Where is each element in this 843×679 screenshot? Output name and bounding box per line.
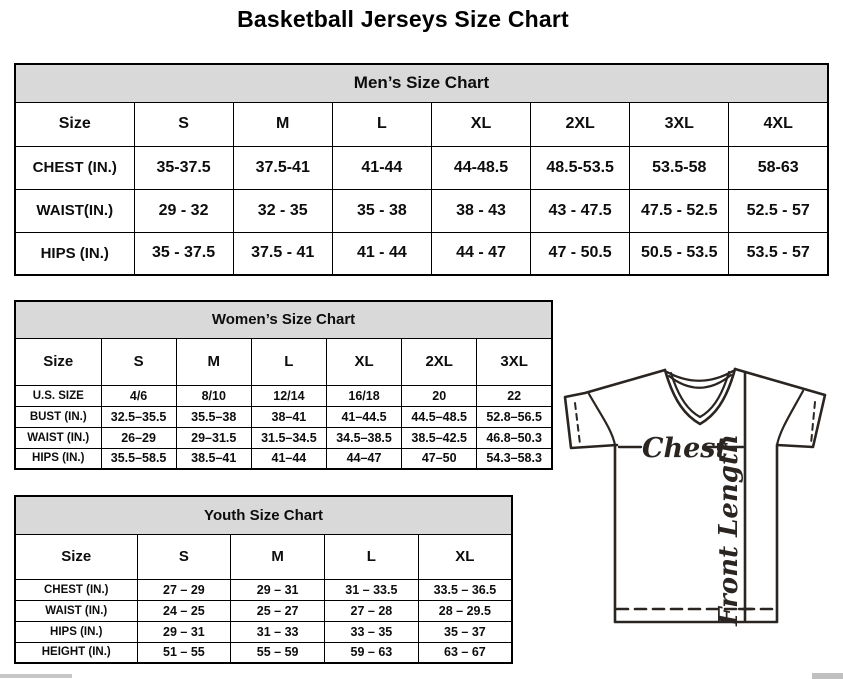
row-label-cell: BUST (IN.) <box>15 406 101 427</box>
value-cell: 58-63 <box>729 146 828 189</box>
table-row <box>15 189 828 232</box>
value-cell: 63 – 67 <box>418 642 512 663</box>
value-cell: 48.5-53.5 <box>531 146 630 189</box>
row-label-cell: HIPS (IN.) <box>15 232 134 275</box>
value-cell: 33 – 35 <box>325 621 419 642</box>
jersey-outline <box>565 369 825 622</box>
value-cell: 41-44 <box>332 146 431 189</box>
value-cell: 41–44 <box>251 448 326 469</box>
column-header-cell: 4XL <box>729 102 828 146</box>
value-cell: 31 – 33.5 <box>325 579 419 600</box>
column-header-cell: Size <box>15 534 137 579</box>
row-label-cell: HIPS (IN.) <box>15 621 137 642</box>
jersey-measurement-diagram <box>556 360 838 628</box>
front-length-label: Front Length <box>714 434 744 626</box>
value-cell: 24 – 25 <box>137 600 231 621</box>
value-cell: 22 <box>477 385 552 406</box>
horizontal-scrollbar-thumb-right[interactable] <box>812 673 843 679</box>
column-header-cell: 3XL <box>630 102 729 146</box>
value-cell: 35 - 37.5 <box>134 232 233 275</box>
table-row <box>15 232 828 275</box>
column-header-cell: L <box>332 102 431 146</box>
value-cell: 29 - 32 <box>134 189 233 232</box>
value-cell: 12/14 <box>251 385 326 406</box>
row-label-cell: U.S. SIZE <box>15 385 101 406</box>
value-cell: 38.5–41 <box>176 448 251 469</box>
row-label-cell: WAIST (IN.) <box>15 600 137 621</box>
value-cell: 44 - 47 <box>431 232 530 275</box>
column-header-cell: Size <box>15 102 134 146</box>
value-cell: 8/10 <box>176 385 251 406</box>
value-cell: 41 - 44 <box>332 232 431 275</box>
column-header-cell: S <box>137 534 231 579</box>
value-cell: 27 – 29 <box>137 579 231 600</box>
table-row <box>15 427 552 448</box>
column-header-cell: XL <box>431 102 530 146</box>
column-header-cell: 3XL <box>477 338 552 385</box>
value-cell: 50.5 - 53.5 <box>630 232 729 275</box>
value-cell: 31 – 33 <box>231 621 325 642</box>
table-row <box>15 406 552 427</box>
value-cell: 28 – 29.5 <box>418 600 512 621</box>
column-header-cell: L <box>251 338 326 385</box>
value-cell: 35 – 37 <box>418 621 512 642</box>
men-table-title: Men’s Size Chart <box>15 64 828 102</box>
value-cell: 55 – 59 <box>231 642 325 663</box>
table-row <box>15 146 828 189</box>
value-cell: 51 – 55 <box>137 642 231 663</box>
value-cell: 32 - 35 <box>233 189 332 232</box>
value-cell: 32.5–35.5 <box>101 406 176 427</box>
value-cell: 44-48.5 <box>431 146 530 189</box>
value-cell: 41–44.5 <box>326 406 401 427</box>
chest-label: Chest <box>642 433 728 464</box>
value-cell: 52.5 - 57 <box>729 189 828 232</box>
value-cell: 38.5–42.5 <box>402 427 477 448</box>
value-cell: 53.5-58 <box>630 146 729 189</box>
value-cell: 27 – 28 <box>325 600 419 621</box>
row-label-cell: WAIST(IN.) <box>15 189 134 232</box>
row-label-cell: WAIST (IN.) <box>15 427 101 448</box>
value-cell: 37.5 - 41 <box>233 232 332 275</box>
value-cell: 29 – 31 <box>137 621 231 642</box>
horizontal-scrollbar-thumb-left[interactable] <box>0 674 72 678</box>
value-cell: 33.5 – 36.5 <box>418 579 512 600</box>
table-row <box>15 621 512 642</box>
value-cell: 44–47 <box>326 448 401 469</box>
value-cell: 54.3–58.3 <box>477 448 552 469</box>
youth-table-title: Youth Size Chart <box>15 496 512 534</box>
value-cell: 44.5–48.5 <box>402 406 477 427</box>
column-header-cell: S <box>134 102 233 146</box>
row-label-cell: CHEST (IN.) <box>15 579 137 600</box>
value-cell: 4/6 <box>101 385 176 406</box>
value-cell: 29–31.5 <box>176 427 251 448</box>
column-header-cell: S <box>101 338 176 385</box>
table-row <box>15 448 552 469</box>
value-cell: 59 – 63 <box>325 642 419 663</box>
column-header-cell: M <box>233 102 332 146</box>
mens-size-table <box>14 63 829 276</box>
value-cell: 34.5–38.5 <box>326 427 401 448</box>
value-cell: 20 <box>402 385 477 406</box>
value-cell: 16/18 <box>326 385 401 406</box>
column-header-cell: L <box>325 534 419 579</box>
value-cell: 26–29 <box>101 427 176 448</box>
column-header-cell: 2XL <box>402 338 477 385</box>
table-row <box>15 600 512 621</box>
value-cell: 35.5–58.5 <box>101 448 176 469</box>
youth-size-table <box>14 495 513 664</box>
table-row <box>15 579 512 600</box>
column-header-cell: XL <box>418 534 512 579</box>
value-cell: 38–41 <box>251 406 326 427</box>
table-row <box>15 385 552 406</box>
value-cell: 43 - 47.5 <box>531 189 630 232</box>
value-cell: 46.8–50.3 <box>477 427 552 448</box>
page-title: Basketball Jerseys Size Chart <box>237 6 569 32</box>
value-cell: 35 - 38 <box>332 189 431 232</box>
column-header-cell: M <box>176 338 251 385</box>
value-cell: 31.5–34.5 <box>251 427 326 448</box>
value-cell: 25 – 27 <box>231 600 325 621</box>
value-cell: 37.5-41 <box>233 146 332 189</box>
value-cell: 35-37.5 <box>134 146 233 189</box>
column-header-cell: M <box>231 534 325 579</box>
value-cell: 47.5 - 52.5 <box>630 189 729 232</box>
value-cell: 53.5 - 57 <box>729 232 828 275</box>
row-label-cell: HIPS (IN.) <box>15 448 101 469</box>
value-cell: 47 - 50.5 <box>531 232 630 275</box>
value-cell: 35.5–38 <box>176 406 251 427</box>
column-header-cell: Size <box>15 338 101 385</box>
womens-size-table <box>14 300 553 470</box>
women-table-title: Women’s Size Chart <box>15 301 552 338</box>
value-cell: 52.8–56.5 <box>477 406 552 427</box>
column-header-cell: 2XL <box>531 102 630 146</box>
column-header-cell: XL <box>326 338 401 385</box>
table-row <box>15 642 512 663</box>
row-label-cell: CHEST (IN.) <box>15 146 134 189</box>
row-label-cell: HEIGHT (IN.) <box>15 642 137 663</box>
value-cell: 38 - 43 <box>431 189 530 232</box>
jersey-icon <box>556 360 838 628</box>
value-cell: 47–50 <box>402 448 477 469</box>
value-cell: 29 – 31 <box>231 579 325 600</box>
